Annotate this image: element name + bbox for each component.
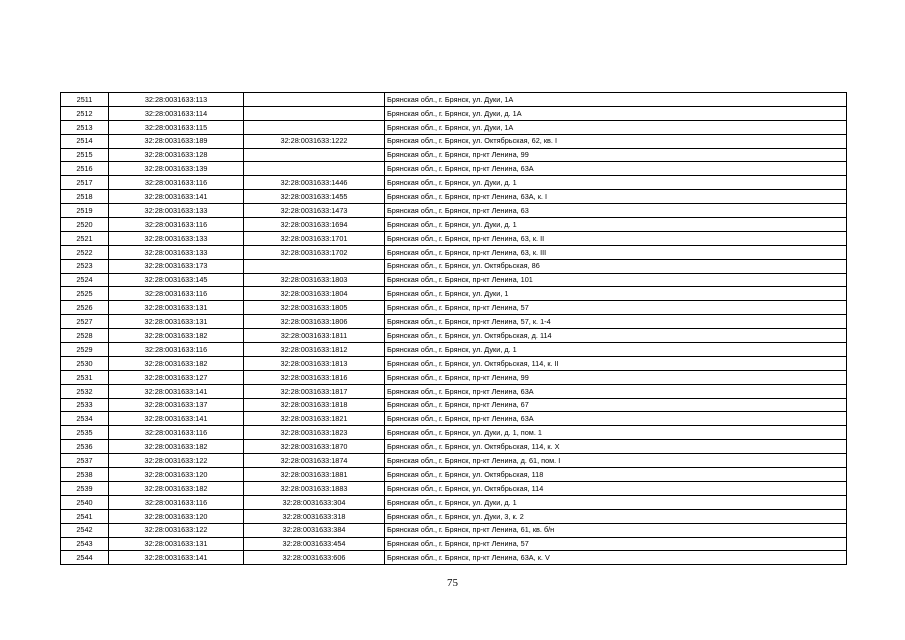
row-number-cell: 2521 bbox=[61, 231, 109, 245]
table-row bbox=[61, 301, 847, 315]
cadastral-number-cell: 32:28:0031633:141 bbox=[109, 412, 244, 426]
row-number-cell: 2540 bbox=[61, 495, 109, 509]
address-cell: Брянская обл., г. Брянск, пр-кт Ленина, 63А, к. I bbox=[385, 190, 847, 204]
row-number-cell: 2516 bbox=[61, 162, 109, 176]
address-cell: Брянская обл., г. Брянск, ул. Октябрьская, 114, к. II bbox=[385, 356, 847, 370]
address-cell: Брянская обл., г. Брянск, ул. Дуки, 1А bbox=[385, 93, 847, 107]
building-cadastral-number-cell: 32:28:0031633:1813 bbox=[244, 356, 385, 370]
registry-table-body bbox=[61, 93, 847, 565]
cadastral-number-cell: 32:28:0031633:141 bbox=[109, 190, 244, 204]
address-cell: Брянская обл., г. Брянск, ул. Дуки, д. 1, пом. 1 bbox=[385, 426, 847, 440]
row-number-cell: 2532 bbox=[61, 384, 109, 398]
address-cell: Брянская обл., г. Брянск, пр-кт Ленина, 63 bbox=[385, 204, 847, 218]
cadastral-number-cell: 32:28:0031633:173 bbox=[109, 259, 244, 273]
building-cadastral-number-cell: 32:28:0031633:1821 bbox=[244, 412, 385, 426]
table-row bbox=[61, 426, 847, 440]
cadastral-number-cell: 32:28:0031633:116 bbox=[109, 426, 244, 440]
building-cadastral-number-cell bbox=[244, 93, 385, 107]
building-cadastral-number-cell: 32:28:0031633:1806 bbox=[244, 315, 385, 329]
table-row bbox=[61, 204, 847, 218]
table-row bbox=[61, 190, 847, 204]
cadastral-number-cell: 32:28:0031633:116 bbox=[109, 495, 244, 509]
table-row bbox=[61, 412, 847, 426]
cadastral-number-cell: 32:28:0031633:116 bbox=[109, 218, 244, 232]
cadastral-number-cell: 32:28:0031633:127 bbox=[109, 370, 244, 384]
row-number-cell: 2518 bbox=[61, 190, 109, 204]
cadastral-number-cell: 32:28:0031633:116 bbox=[109, 343, 244, 357]
cadastral-number-cell: 32:28:0031633:182 bbox=[109, 481, 244, 495]
building-cadastral-number-cell: 32:28:0031633:1446 bbox=[244, 176, 385, 190]
row-number-cell: 2525 bbox=[61, 287, 109, 301]
page-number: 75 bbox=[447, 577, 458, 589]
cadastral-number-cell: 32:28:0031633:122 bbox=[109, 523, 244, 537]
row-number-cell: 2520 bbox=[61, 218, 109, 232]
building-cadastral-number-cell: 32:28:0031633:1702 bbox=[244, 245, 385, 259]
cadastral-number-cell: 32:28:0031633:113 bbox=[109, 93, 244, 107]
row-number-cell: 2537 bbox=[61, 454, 109, 468]
row-number-cell: 2517 bbox=[61, 176, 109, 190]
address-cell: Брянская обл., г. Брянск, ул. Октябрьская, 114, к. X bbox=[385, 440, 847, 454]
table-row bbox=[61, 370, 847, 384]
row-number-cell: 2535 bbox=[61, 426, 109, 440]
row-number-cell: 2515 bbox=[61, 148, 109, 162]
address-cell: Брянская обл., г. Брянск, ул. Дуки, д. 1 bbox=[385, 218, 847, 232]
building-cadastral-number-cell bbox=[244, 162, 385, 176]
building-cadastral-number-cell: 32:28:0031633:1823 bbox=[244, 426, 385, 440]
address-cell: Брянская обл., г. Брянск, ул. Октябрьская, д. 114 bbox=[385, 329, 847, 343]
address-cell: Брянская обл., г. Брянск, пр-кт Ленина, 99 bbox=[385, 148, 847, 162]
building-cadastral-number-cell: 32:28:0031633:304 bbox=[244, 495, 385, 509]
address-cell: Брянская обл., г. Брянск, ул. Дуки, 1А bbox=[385, 120, 847, 134]
cadastral-number-cell: 32:28:0031633:182 bbox=[109, 440, 244, 454]
building-cadastral-number-cell: 32:28:0031633:1811 bbox=[244, 329, 385, 343]
address-cell: Брянская обл., г. Брянск, пр-кт Ленина, 63А bbox=[385, 162, 847, 176]
row-number-cell: 2544 bbox=[61, 551, 109, 565]
cadastral-number-cell: 32:28:0031633:141 bbox=[109, 551, 244, 565]
table-row bbox=[61, 523, 847, 537]
row-number-cell: 2523 bbox=[61, 259, 109, 273]
table-row bbox=[61, 287, 847, 301]
building-cadastral-number-cell: 32:28:0031633:1701 bbox=[244, 231, 385, 245]
cadastral-number-cell: 32:28:0031633:120 bbox=[109, 509, 244, 523]
cadastral-number-cell: 32:28:0031633:189 bbox=[109, 134, 244, 148]
address-cell: Брянская обл., г. Брянск, пр-кт Ленина, 99 bbox=[385, 370, 847, 384]
building-cadastral-number-cell: 32:28:0031633:1816 bbox=[244, 370, 385, 384]
table-row bbox=[61, 495, 847, 509]
cadastral-number-cell: 32:28:0031633:182 bbox=[109, 329, 244, 343]
building-cadastral-number-cell: 32:28:0031633:1805 bbox=[244, 301, 385, 315]
building-cadastral-number-cell: 32:28:0031633:1817 bbox=[244, 384, 385, 398]
table-row bbox=[61, 343, 847, 357]
cadastral-number-cell: 32:28:0031633:131 bbox=[109, 537, 244, 551]
address-cell: Брянская обл., г. Брянск, ул. Дуки, д. 1 bbox=[385, 495, 847, 509]
cadastral-number-cell: 32:28:0031633:131 bbox=[109, 315, 244, 329]
row-number-cell: 2514 bbox=[61, 134, 109, 148]
table-row bbox=[61, 315, 847, 329]
cadastral-number-cell: 32:28:0031633:133 bbox=[109, 231, 244, 245]
building-cadastral-number-cell bbox=[244, 120, 385, 134]
table-row bbox=[61, 356, 847, 370]
address-cell: Брянская обл., г. Брянск, пр-кт Ленина, 57 bbox=[385, 537, 847, 551]
cadastral-number-cell: 32:28:0031633:116 bbox=[109, 176, 244, 190]
address-cell: Брянская обл., г. Брянск, пр-кт Ленина, 63, к. III bbox=[385, 245, 847, 259]
address-cell: Брянская обл., г. Брянск, пр-кт Ленина, 101 bbox=[385, 273, 847, 287]
row-number-cell: 2534 bbox=[61, 412, 109, 426]
cadastral-number-cell: 32:28:0031633:145 bbox=[109, 273, 244, 287]
table-row bbox=[61, 231, 847, 245]
address-cell: Брянская обл., г. Брянск, ул. Дуки, д. 1 bbox=[385, 343, 847, 357]
address-cell: Брянская обл., г. Брянск, ул. Октябрьская, 118 bbox=[385, 468, 847, 482]
building-cadastral-number-cell: 32:28:0031633:1883 bbox=[244, 481, 385, 495]
property-registry-table bbox=[60, 92, 847, 565]
building-cadastral-number-cell: 32:28:0031633:1455 bbox=[244, 190, 385, 204]
cadastral-number-cell: 32:28:0031633:128 bbox=[109, 148, 244, 162]
table-row bbox=[61, 120, 847, 134]
building-cadastral-number-cell: 32:28:0031633:1473 bbox=[244, 204, 385, 218]
cadastral-number-cell: 32:28:0031633:133 bbox=[109, 245, 244, 259]
row-number-cell: 2541 bbox=[61, 509, 109, 523]
table-row bbox=[61, 106, 847, 120]
address-cell: Брянская обл., г. Брянск, пр-кт Ленина, 61, кв. б/н bbox=[385, 523, 847, 537]
table-row bbox=[61, 551, 847, 565]
address-cell: Брянская обл., г. Брянск, пр-кт Ленина, 67 bbox=[385, 398, 847, 412]
table-row bbox=[61, 259, 847, 273]
building-cadastral-number-cell bbox=[244, 106, 385, 120]
building-cadastral-number-cell: 32:28:0031633:1694 bbox=[244, 218, 385, 232]
building-cadastral-number-cell: 32:28:0031633:606 bbox=[244, 551, 385, 565]
table-row bbox=[61, 218, 847, 232]
table-row bbox=[61, 454, 847, 468]
row-number-cell: 2511 bbox=[61, 93, 109, 107]
building-cadastral-number-cell: 32:28:0031633:454 bbox=[244, 537, 385, 551]
cadastral-number-cell: 32:28:0031633:122 bbox=[109, 454, 244, 468]
address-cell: Брянская обл., г. Брянск, пр-кт Ленина, 57, к. 1-4 bbox=[385, 315, 847, 329]
address-cell: Брянская обл., г. Брянск, пр-кт Ленина, 63А bbox=[385, 384, 847, 398]
cadastral-number-cell: 32:28:0031633:115 bbox=[109, 120, 244, 134]
row-number-cell: 2539 bbox=[61, 481, 109, 495]
address-cell: Брянская обл., г. Брянск, ул. Дуки, 1 bbox=[385, 287, 847, 301]
table-row bbox=[61, 134, 847, 148]
table-row bbox=[61, 176, 847, 190]
row-number-cell: 2531 bbox=[61, 370, 109, 384]
row-number-cell: 2512 bbox=[61, 106, 109, 120]
address-cell: Брянская обл., г. Брянск, пр-кт Ленина, 63А bbox=[385, 412, 847, 426]
address-cell: Брянская обл., г. Брянск, пр-кт Ленина, 63А, к. V bbox=[385, 551, 847, 565]
building-cadastral-number-cell: 32:28:0031633:1803 bbox=[244, 273, 385, 287]
building-cadastral-number-cell: 32:28:0031633:1870 bbox=[244, 440, 385, 454]
table-row bbox=[61, 537, 847, 551]
table-row bbox=[61, 440, 847, 454]
row-number-cell: 2536 bbox=[61, 440, 109, 454]
row-number-cell: 2543 bbox=[61, 537, 109, 551]
building-cadastral-number-cell: 32:28:0031633:384 bbox=[244, 523, 385, 537]
table-row bbox=[61, 509, 847, 523]
cadastral-number-cell: 32:28:0031633:133 bbox=[109, 204, 244, 218]
row-number-cell: 2524 bbox=[61, 273, 109, 287]
cadastral-number-cell: 32:28:0031633:114 bbox=[109, 106, 244, 120]
building-cadastral-number-cell bbox=[244, 148, 385, 162]
cadastral-number-cell: 32:28:0031633:116 bbox=[109, 287, 244, 301]
building-cadastral-number-cell: 32:28:0031633:1874 bbox=[244, 454, 385, 468]
row-number-cell: 2527 bbox=[61, 315, 109, 329]
row-number-cell: 2528 bbox=[61, 329, 109, 343]
table-row bbox=[61, 468, 847, 482]
address-cell: Брянская обл., г. Брянск, ул. Дуки, д. 1А bbox=[385, 106, 847, 120]
table-row bbox=[61, 162, 847, 176]
building-cadastral-number-cell: 32:28:0031633:1222 bbox=[244, 134, 385, 148]
row-number-cell: 2530 bbox=[61, 356, 109, 370]
cadastral-number-cell: 32:28:0031633:139 bbox=[109, 162, 244, 176]
building-cadastral-number-cell: 32:28:0031633:318 bbox=[244, 509, 385, 523]
row-number-cell: 2533 bbox=[61, 398, 109, 412]
table-row bbox=[61, 245, 847, 259]
table-row bbox=[61, 481, 847, 495]
row-number-cell: 2538 bbox=[61, 468, 109, 482]
address-cell: Брянская обл., г. Брянск, ул. Октябрьская, 86 bbox=[385, 259, 847, 273]
row-number-cell: 2529 bbox=[61, 343, 109, 357]
address-cell: Брянская обл., г. Брянск, ул. Дуки, 3, к. 2 bbox=[385, 509, 847, 523]
table-row bbox=[61, 273, 847, 287]
address-cell: Брянская обл., г. Брянск, ул. Октябрьская, 62, кв. I bbox=[385, 134, 847, 148]
building-cadastral-number-cell bbox=[244, 259, 385, 273]
building-cadastral-number-cell: 32:28:0031633:1881 bbox=[244, 468, 385, 482]
building-cadastral-number-cell: 32:28:0031633:1804 bbox=[244, 287, 385, 301]
cadastral-number-cell: 32:28:0031633:120 bbox=[109, 468, 244, 482]
row-number-cell: 2519 bbox=[61, 204, 109, 218]
address-cell: Брянская обл., г. Брянск, пр-кт Ленина, 63, к. II bbox=[385, 231, 847, 245]
cadastral-number-cell: 32:28:0031633:182 bbox=[109, 356, 244, 370]
row-number-cell: 2513 bbox=[61, 120, 109, 134]
table-row bbox=[61, 384, 847, 398]
cadastral-number-cell: 32:28:0031633:131 bbox=[109, 301, 244, 315]
table-row bbox=[61, 148, 847, 162]
row-number-cell: 2542 bbox=[61, 523, 109, 537]
building-cadastral-number-cell: 32:28:0031633:1812 bbox=[244, 343, 385, 357]
cadastral-number-cell: 32:28:0031633:141 bbox=[109, 384, 244, 398]
table-row bbox=[61, 93, 847, 107]
address-cell: Брянская обл., г. Брянск, пр-кт Ленина, 57 bbox=[385, 301, 847, 315]
building-cadastral-number-cell: 32:28:0031633:1818 bbox=[244, 398, 385, 412]
row-number-cell: 2522 bbox=[61, 245, 109, 259]
cadastral-number-cell: 32:28:0031633:137 bbox=[109, 398, 244, 412]
address-cell: Брянская обл., г. Брянск, ул. Октябрьская, 114 bbox=[385, 481, 847, 495]
table-row bbox=[61, 398, 847, 412]
table-row bbox=[61, 329, 847, 343]
address-cell: Брянская обл., г. Брянск, пр-кт Ленина, д. 61, пом. I bbox=[385, 454, 847, 468]
row-number-cell: 2526 bbox=[61, 301, 109, 315]
address-cell: Брянская обл., г. Брянск, ул. Дуки, д. 1 bbox=[385, 176, 847, 190]
